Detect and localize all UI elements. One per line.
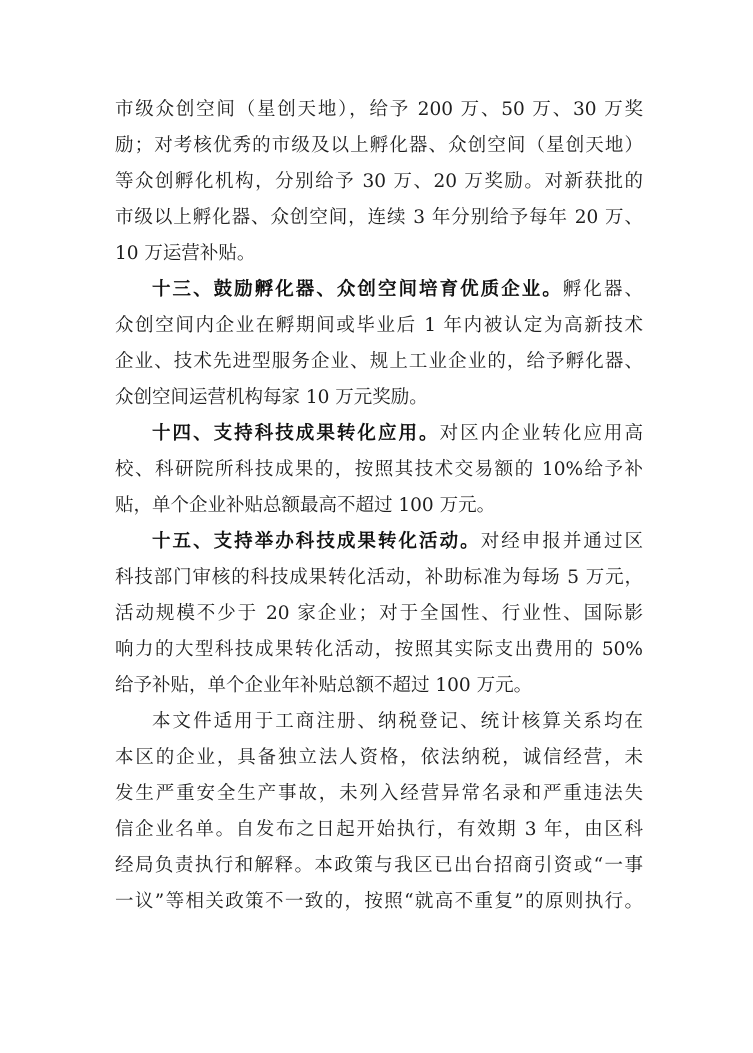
paragraph-4-line-5: 给予补贴，单个企业年补贴总额不超过 100 万元。	[115, 675, 533, 696]
paragraph-5-line-5: 经局负责执行和解释。本政策与我区已出台招商引资或“一事	[115, 855, 643, 876]
paragraph-4-line-3: 活动规模不少于 20 家企业；对于全国性、行业性、国际影	[115, 603, 643, 624]
paragraph-2-line-4: 众创空间运营机构每家 10 万元奖励。	[115, 387, 428, 408]
section-14-heading: 十四、支持科技成果转化应用。	[152, 423, 440, 444]
paragraph-2-first-line-text: 孵化器、	[562, 279, 643, 300]
paragraph-1-line-2: 励；对考核优秀的市级及以上孵化器、众创空间（星创天地）	[115, 135, 643, 156]
paragraph-4-first-line-text: 对经申报并通过区	[480, 531, 643, 552]
paragraph-4-line-1	[152, 527, 643, 557]
paragraph-3-line-2: 校、科研院所科技成果的，按照其技术交易额的 10%给予补	[115, 459, 643, 480]
paragraph-1-line-3: 等众创孵化机构，分别给予 30 万、20 万奖励。对新获批的	[115, 171, 643, 192]
paragraph-2-line-2: 众创空间内企业在孵期间或毕业后 1 年内被认定为高新技术	[115, 315, 643, 336]
paragraph-5-line-6: 一议”等相关政策不一致的，按照“就高不重复”的原则执行。	[115, 891, 643, 912]
paragraph-4-line-4: 响力的大型科技成果转化活动，按照其实际支出费用的 50%	[115, 639, 643, 660]
paragraph-1-line-5: 10 万运营补贴。	[115, 243, 256, 264]
section-13-heading: 十三、鼓励孵化器、众创空间培育优质企业。	[152, 279, 563, 300]
paragraph-2-line-3: 企业、技术先进型服务企业、规上工业企业的，给予孵化器、	[115, 351, 643, 372]
paragraph-5-line-4: 信企业名单。自发布之日起开始执行，有效期 3 年，由区科	[115, 819, 643, 840]
paragraph-5-line-3: 发生严重安全生产事故，未列入经营异常名录和严重违法失	[115, 783, 643, 804]
paragraph-5-line-1: 本文件适用于工商注册、纳税登记、统计核算关系均在	[152, 711, 643, 732]
section-15-heading: 十五、支持举办科技成果转化活动。	[152, 531, 481, 552]
paragraph-1-line-1: 市级众创空间（星创天地），给予 200 万、50 万、30 万奖	[115, 99, 643, 120]
paragraph-3-first-line-text: 对区内企业转化应用高	[439, 423, 643, 444]
paragraph-5-line-2: 本区的企业，具备独立法人资格，依法纳税，诚信经营，未	[115, 747, 643, 768]
paragraph-1-line-4: 市级以上孵化器、众创空间，连续 3 年分别给予每年 20 万、	[115, 207, 643, 228]
paragraph-4-line-2: 科技部门审核的科技成果转化活动，补助标准为每场 5 万元，	[115, 567, 643, 588]
paragraph-2-line-1	[152, 275, 643, 305]
paragraph-3-line-3: 贴，单个企业补贴总额最高不超过 100 万元。	[115, 495, 496, 516]
paragraph-3-line-1	[152, 419, 643, 449]
